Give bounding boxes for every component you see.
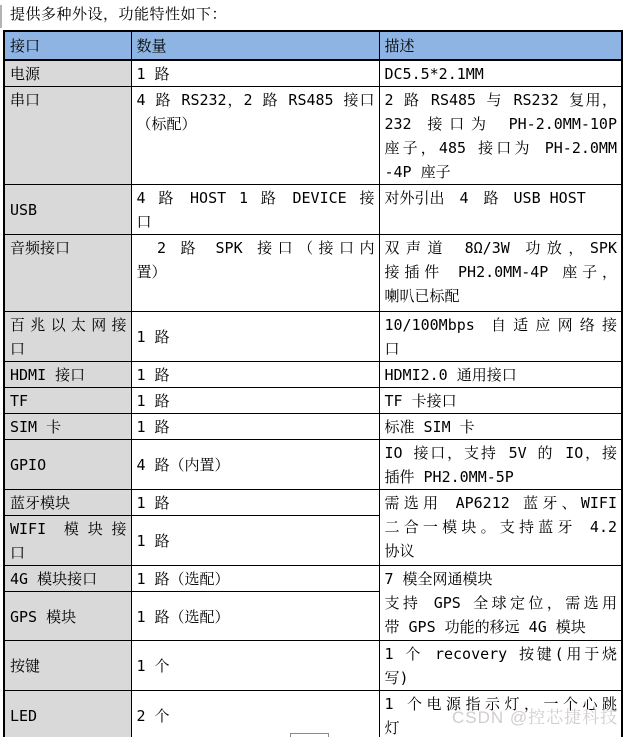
cell-line: IO 接口，支持 5V 的 IO，接 [384,444,617,462]
interface-cell [4,87,131,185]
cell-line: DC5.5*2.1MM [384,65,484,83]
description-cell [379,60,622,87]
clipped-box-fragment [290,733,329,737]
table-row [4,641,622,691]
quantity-cell [131,566,379,592]
cell-line: 2 个 [136,707,170,725]
description-cell [379,87,622,185]
cell-line: 蓝牙模块 [10,494,71,512]
interface-cell [4,516,131,566]
quantity-cell [131,362,379,388]
quantity-cell [131,60,379,87]
cell-line: 口 [136,213,152,231]
cell-line: WIFI 模块接 [10,520,127,538]
cell-line: GPIO [10,456,47,474]
description-cell [379,185,622,235]
cell-line: 232 接口为 PH-2.0MM-10P [384,115,617,133]
cell-line: 1 路 [136,418,170,436]
cell-line: 对外引出 4 路 USB HOST [384,189,586,207]
description-cell [379,388,622,414]
cell-line: HDMI2.0 通用接口 [384,366,517,384]
interface-cell [4,362,131,388]
peripherals-spec-table [3,30,623,737]
header-interface: 接口 [4,31,131,60]
quantity-cell [131,440,379,490]
cell-line: 带 GPS 功能的移远 4G 模块 [384,618,586,636]
cell-line: 按键 [10,657,41,675]
cell-line: 灯 [384,719,400,737]
table-row [4,440,622,490]
table-row [4,362,622,388]
cell-line: 支持 GPS 全球定位，需选用 [384,594,617,612]
page-title: 提供多种外设，功能特性如下： [10,6,228,23]
quantity-cell [131,388,379,414]
cell-line: 写) [384,669,409,687]
quantity-cell [131,592,379,641]
cell-line: TF [10,392,29,410]
table-row [4,87,622,185]
table-row [4,691,622,737]
description-cell [379,440,622,490]
interface-cell [4,592,131,641]
cell-line: SIM 卡 [10,418,62,436]
cell-line: 协议 [384,542,415,560]
cell-line: 1 路 [136,366,170,384]
quantity-cell [131,691,379,737]
cell-line: 2 路 SPK 接口（接口内 [136,239,375,257]
description-cell [379,490,622,566]
cell-line: 座子，485 接口为 PH-2.0MM [384,139,617,157]
cell-line: 1 个电源指示灯，一个心跳 [384,695,617,713]
cell-line: 4 路 RS232，2 路 RS485 接口 [136,91,375,109]
interface-cell [4,440,131,490]
interface-cell [4,312,131,362]
cell-line: 口 [10,340,26,358]
cell-line: 口 [384,340,400,358]
cell-line: 2 路 RS485 与 RS232 复用， [384,91,617,109]
interface-cell [4,235,131,312]
cell-line: LED [10,707,38,725]
interface-cell [4,490,131,516]
cell-line: GPS 模块 [10,607,77,626]
table-row [4,490,622,516]
description-cell [379,235,622,312]
description-cell [379,641,622,691]
cell-line: 二合一模块。支持蓝牙 4.2 [384,518,617,536]
cell-line: 标准 SIM 卡 [384,418,475,436]
cell-line: 1 个 recovery 按键(用于烧 [384,645,617,663]
cell-line: 串口 [10,91,41,109]
cell-line: 双声道 8Ω/3W 功放，SPK [384,239,617,257]
table-header-row [4,31,622,60]
quantity-cell [131,516,379,566]
cell-line: 1 路（选配） [136,607,230,626]
interface-cell [4,60,131,87]
quantity-cell [131,185,379,235]
cell-line: 10/100Mbps 自适应网络接 [384,316,617,334]
cell-line: 置） [136,263,167,281]
description-cell [379,414,622,440]
header-quantity: 数量 [131,31,379,60]
interface-cell [4,414,131,440]
cell-line: 4G 模块接口 [10,570,98,588]
table-row [4,414,622,440]
cell-line: 1 路 [136,494,170,512]
table-row [4,566,622,592]
cell-line: 1 路 [136,392,170,410]
cell-line: -4P 座子 [384,163,451,181]
table-row [4,312,622,362]
cell-line: 1 路 [136,532,170,550]
quantity-cell [131,312,379,362]
quantity-cell [131,87,379,185]
cell-line: 电源 [10,65,41,83]
interface-cell [4,388,131,414]
cell-line: 需选用 AP6212 蓝牙、WIFI [384,494,617,512]
cell-line: 1 个 [136,657,170,675]
cell-line: 7 模全网通模块 [384,570,493,588]
quantity-cell [131,235,379,312]
interface-cell [4,566,131,592]
csdn-watermark: CSDN @控芯捷科技 [452,708,619,727]
cell-line: 喇叭已标配 [384,287,460,305]
header-description: 描述 [379,31,622,60]
cell-line: 1 路 [136,65,170,83]
cell-line: 1 路（选配） [136,570,230,588]
quantity-cell [131,414,379,440]
cell-line: 4 路（内置） [136,456,230,474]
description-cell [379,566,622,641]
interface-cell [4,185,131,235]
clipped-element-fragment [0,5,4,28]
description-cell [379,312,622,362]
interface-cell [4,691,131,737]
quantity-cell [131,641,379,691]
cell-line: HDMI 接口 [10,366,86,384]
cell-line: 口 [10,544,26,562]
cell-line: TF 卡接口 [384,392,457,410]
cell-line: USB [10,201,38,219]
description-cell [379,362,622,388]
table-row [4,60,622,87]
description-cell [379,691,622,737]
cell-line: 百兆以太网接 [10,316,127,334]
cell-line: 1 路 [136,328,170,346]
cell-line: 4 路 HOST 1 路 DEVICE 接 [136,189,375,207]
quantity-cell [131,490,379,516]
cell-line: 插件 PH2.0MM-5P [384,468,514,486]
interface-cell [4,641,131,691]
table-row [4,185,622,235]
cell-line: 接插件 PH2.0MM-4P 座子， [384,263,617,281]
cell-line: 音频接口 [10,239,71,257]
cell-line: （标配） [136,115,197,133]
table-row [4,235,622,312]
table-row [4,388,622,414]
